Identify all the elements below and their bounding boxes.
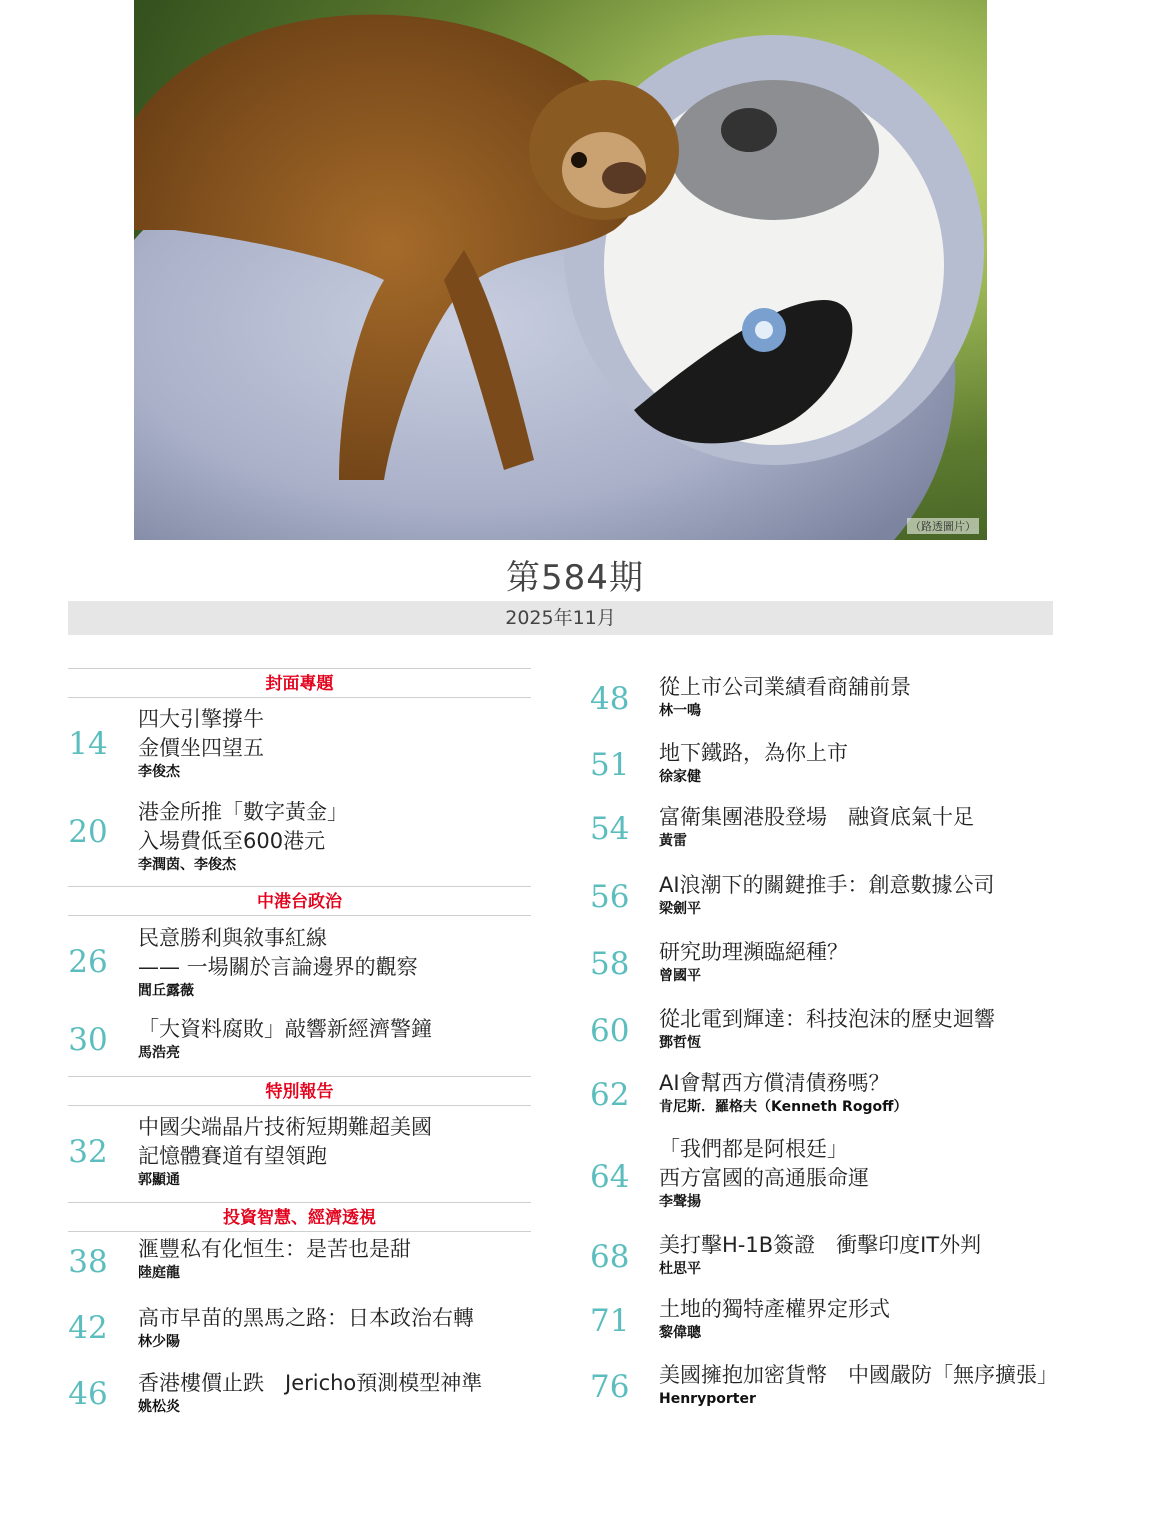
toc-right-column: [590, 673, 1080, 1425]
toc-entry[interactable]: [590, 871, 1080, 938]
article-title: 中國尖端晶片技術短期難超美國 記憶體賽道有望領跑: [138, 1115, 432, 1168]
article-title: 高市早苗的黑馬之路：日本政治右轉: [138, 1306, 474, 1330]
article-author: 梁劍平: [659, 901, 701, 917]
page-number: 68: [590, 1239, 630, 1275]
toc-entry[interactable]: [590, 739, 1080, 803]
page-number: 26: [68, 944, 108, 980]
toc-entry[interactable]: [68, 792, 531, 886]
article-author: 陸庭龍: [138, 1265, 180, 1281]
toc-entry[interactable]: [590, 938, 1080, 1005]
article-author: 黃雷: [659, 833, 687, 849]
article-title: 香港樓價止跌 Jericho預測模型神準: [138, 1371, 483, 1395]
toc-entry[interactable]: [68, 698, 531, 792]
toc-entry[interactable]: [590, 1069, 1080, 1135]
article-title: 土地的獨特產權界定形式: [659, 1297, 890, 1321]
issue-date: 2025年11月: [68, 601, 1053, 635]
article-author: 鄧哲恆: [659, 1035, 701, 1051]
article-author: 李俊杰: [138, 764, 180, 780]
issue-number: 第584期: [506, 558, 644, 598]
cover-photo: [134, 0, 987, 540]
page-number: 20: [68, 814, 108, 850]
article-author: 郭顯通: [138, 1172, 180, 1188]
article-title: 「大資料腐敗」敲響新經濟警鐘: [138, 1017, 432, 1041]
article-title: 富衛集團港股登場 融資底氣十足: [659, 805, 974, 829]
page-number: 51: [590, 747, 630, 783]
article-author: 馬浩亮: [138, 1045, 180, 1061]
article-title: 民意勝利與敘事紅線 —— 一場關於言論邊界的觀察: [138, 926, 418, 979]
toc-entry[interactable]: [590, 673, 1080, 739]
page-number: 60: [590, 1013, 630, 1049]
article-author: 閭丘露薇: [138, 983, 194, 999]
page-number: 76: [590, 1369, 630, 1405]
page-number: 62: [590, 1077, 630, 1113]
page-number: 46: [68, 1376, 108, 1412]
toc-entry[interactable]: [590, 1005, 1080, 1069]
article-author: 林少陽: [138, 1334, 180, 1350]
section-header-cover-story: 封面專題: [68, 668, 531, 698]
section-header-special-report: 特別報告: [68, 1076, 531, 1106]
article-title: 從上市公司業績看商舖前景: [659, 675, 911, 699]
article-title: 「我們都是阿根廷」 西方富國的高通脹命運: [659, 1137, 869, 1190]
article-title: 港金所推「數字黃金」 入場費低至600港元: [138, 800, 348, 853]
toc-entry[interactable]: [590, 803, 1080, 871]
toc-entry[interactable]: [68, 1296, 531, 1360]
toc-entry[interactable]: [590, 1361, 1080, 1425]
section-header-politics: 中港台政治: [68, 886, 531, 916]
photo-credit: （路透圖片）: [907, 518, 979, 534]
article-author: 徐家健: [659, 769, 701, 785]
toc-entry[interactable]: [68, 916, 531, 1012]
article-author: 曾國平: [659, 968, 701, 984]
article-author: Henryporter: [659, 1391, 756, 1407]
article-author: 李潤茵、李俊杰: [138, 857, 236, 873]
toc-entry[interactable]: [68, 1360, 531, 1424]
article-title: AI浪潮下的關鍵推手：創意數據公司: [659, 873, 995, 897]
page-number: 48: [590, 681, 630, 717]
article-title: 美國擁抱加密貨幣 中國嚴防「無序擴張」: [659, 1363, 1058, 1387]
article-author: 肯尼斯．羅格夫（Kenneth Rogoff）: [659, 1099, 908, 1115]
toc-entry[interactable]: [590, 1295, 1080, 1361]
article-title: AI會幫西方償清債務嗎？: [659, 1071, 890, 1095]
toc-entry[interactable]: [590, 1231, 1080, 1295]
article-title: 美打擊H-1B簽證 衝擊印度IT外判: [659, 1233, 982, 1257]
article-author: 李聲揚: [659, 1194, 701, 1210]
toc-entry[interactable]: [590, 1135, 1080, 1231]
page-number: 56: [590, 879, 630, 915]
page-number: 58: [590, 946, 630, 982]
page-number: 32: [68, 1134, 108, 1170]
article-title: 從北電到輝達：科技泡沫的歷史迴響: [659, 1007, 995, 1031]
article-author: 黎偉聰: [659, 1325, 701, 1341]
article-author: 姚松炎: [138, 1399, 180, 1415]
article-title: 研究助理瀕臨絕種？: [659, 940, 848, 964]
sloth-illustration: [134, 0, 987, 540]
section-header-investment: 投資智慧、經濟透視: [68, 1202, 531, 1232]
article-title: 四大引擎撐牛 金價坐四望五: [138, 707, 264, 760]
page-number: 64: [590, 1159, 630, 1195]
page-number: 71: [590, 1303, 630, 1339]
article-author: 林一鳴: [659, 703, 701, 719]
page-number: 54: [590, 811, 630, 847]
toc-left-column: [68, 668, 531, 1424]
page-number: 42: [68, 1310, 108, 1346]
article-author: 杜思平: [659, 1261, 701, 1277]
page-number: 14: [68, 726, 108, 762]
page-number: 30: [68, 1022, 108, 1058]
article-title: 地下鐵路，為你上市: [659, 741, 848, 765]
toc-entry[interactable]: [68, 1012, 531, 1076]
toc-entry[interactable]: [68, 1106, 531, 1202]
article-title: 滙豐私有化恒生：是苦也是甜: [138, 1237, 411, 1261]
page-number: 38: [68, 1244, 108, 1280]
toc-entry[interactable]: [68, 1232, 531, 1296]
